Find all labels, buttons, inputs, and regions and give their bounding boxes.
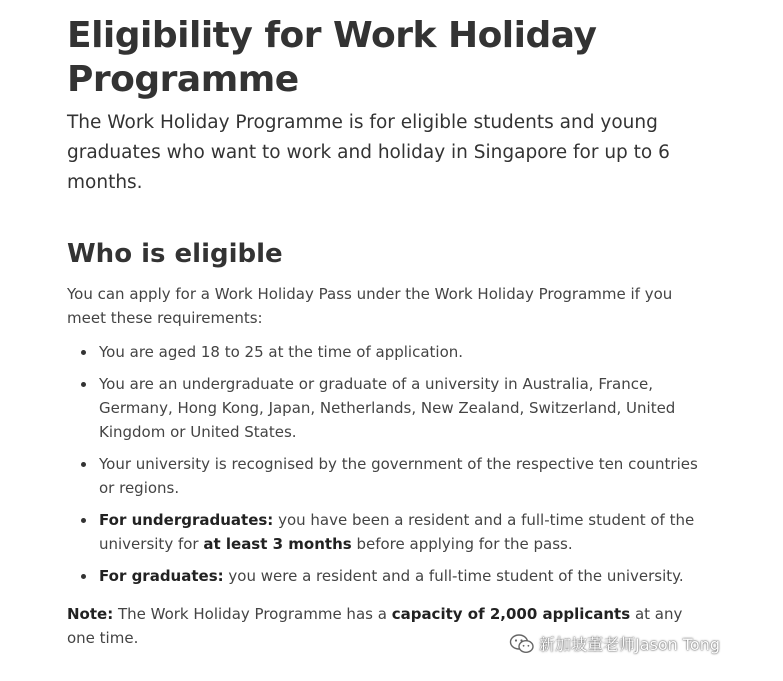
list-item	[99, 508, 699, 556]
requirement-text: before applying for the pass.	[351, 535, 573, 553]
section-heading: Who is eligible	[67, 239, 283, 269]
note-text: at any one time.	[67, 605, 683, 647]
lead-paragraph: The Work Holiday Programme is for eligible students and young graduates who want to work and holiday in Singapore for up to 6 months.	[67, 112, 670, 193]
requirement-label: For undergraduates:	[99, 511, 274, 529]
note-emphasis: capacity of 2,000 applicants	[391, 605, 631, 623]
watermark-text: 新加坡董老师Jason Tong	[539, 635, 721, 654]
requirement-text: Your university is recognised by the government of the respective ten countries or regions.	[99, 455, 698, 497]
watermark	[509, 632, 720, 655]
requirement-text: you have been a resident and a full-time student of the university for	[99, 511, 695, 553]
note-text: The Work Holiday Programme has a	[113, 605, 392, 623]
list-item	[99, 564, 699, 588]
requirement-text: You are an undergraduate or graduate of a university in Australia, France, Germany, Hong Kong, Japan, Netherlands, New Zealand, Switzerland, United Kingdom or United States.	[99, 375, 676, 441]
requirement-text: you were a resident and a full-time student of the university.	[223, 567, 684, 585]
intro-paragraph: You can apply for a Work Holiday Pass under the Work Holiday Programme if you meet these requirements:	[67, 285, 673, 327]
wechat-icon	[509, 633, 535, 655]
list-item	[99, 372, 699, 444]
requirement-label: For graduates:	[99, 567, 224, 585]
note-label: Note:	[67, 605, 114, 623]
requirements-list	[67, 340, 707, 588]
page-title: Eligibility for Work Holiday Programme	[67, 15, 597, 100]
requirement-emphasis: at least 3 months	[203, 535, 352, 553]
requirement-text: You are aged 18 to 25 at the time of application.	[99, 343, 464, 361]
list-item	[99, 340, 699, 364]
list-item	[99, 452, 699, 500]
article	[67, 14, 707, 650]
